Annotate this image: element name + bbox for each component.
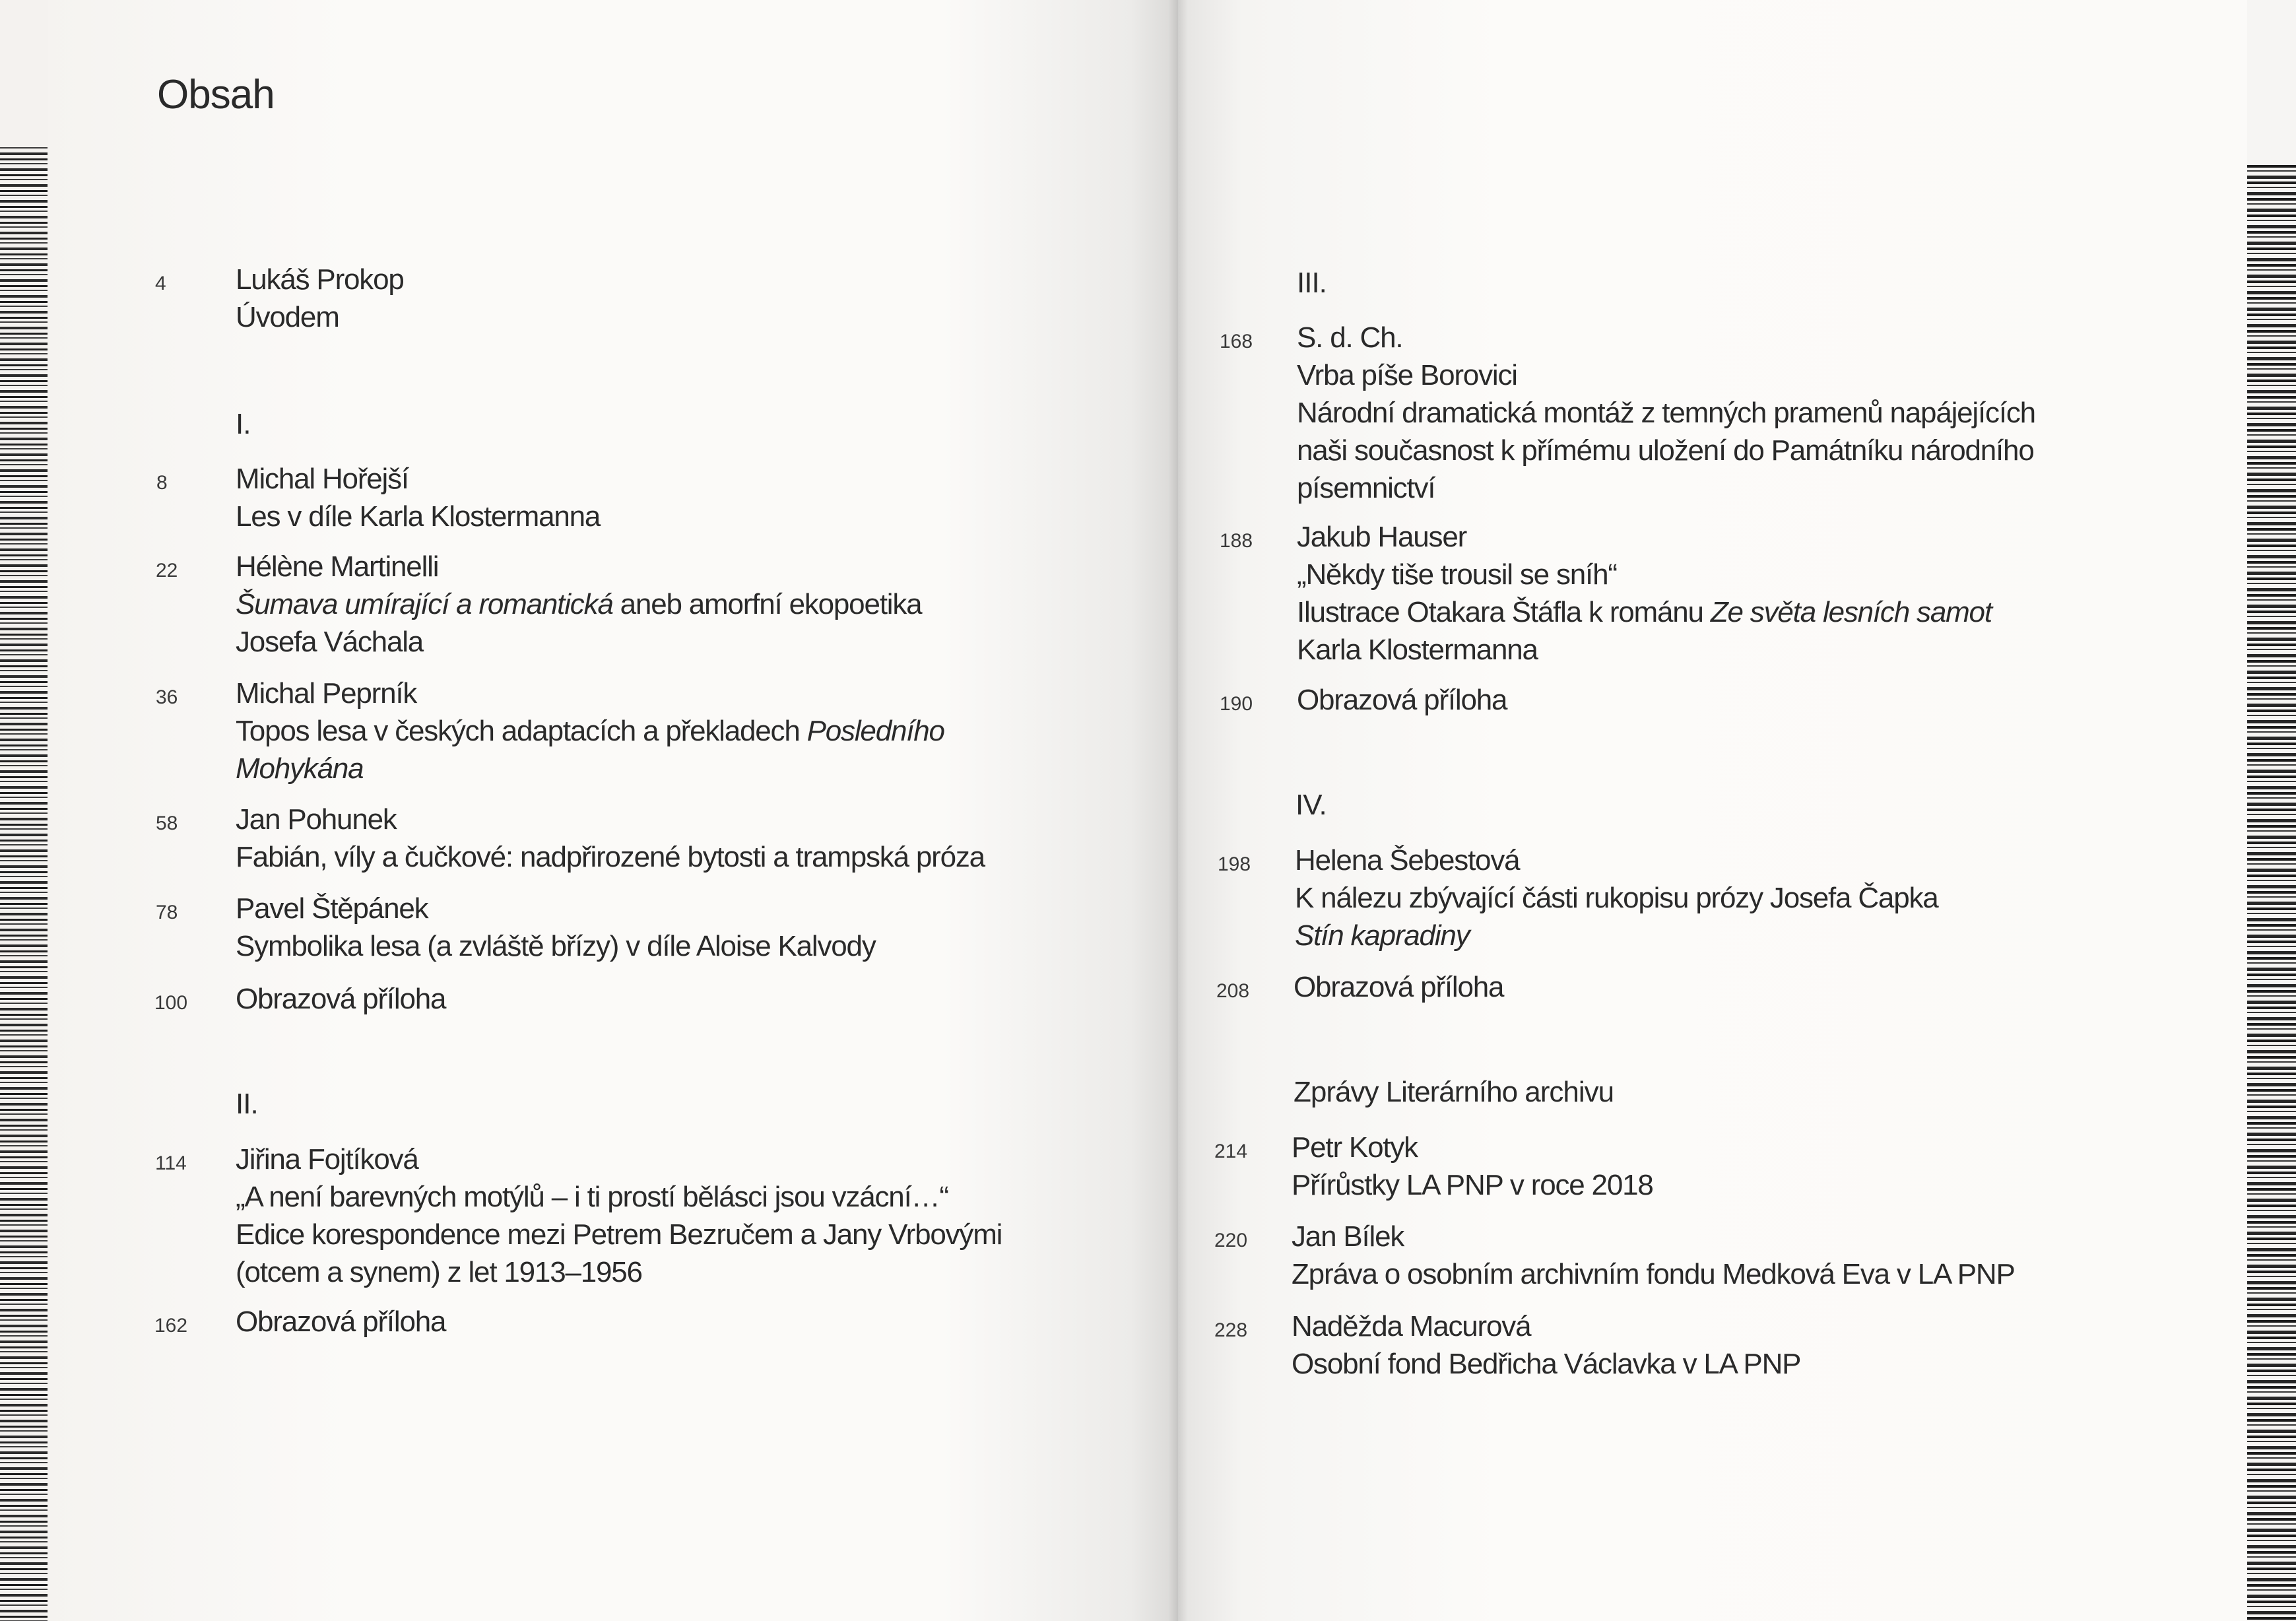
entry-line bbox=[236, 585, 921, 623]
entry-author: Naděžda Macurová bbox=[1292, 1310, 1531, 1342]
page-number: 114 bbox=[155, 1152, 187, 1174]
entry-author: Jan Pohunek bbox=[236, 803, 397, 836]
entry-line: Zpráva o osobním archivním fondu Medková Eva v LA PNP bbox=[1292, 1258, 2015, 1290]
entry-line: Josefa Váchala bbox=[236, 626, 424, 658]
book-gutter bbox=[1168, 0, 1188, 1621]
entry-italic-title: Posledního bbox=[806, 715, 944, 747]
entry-author: Jakub Hauser bbox=[1297, 521, 1467, 553]
entry-author: Petr Kotyk bbox=[1292, 1131, 1418, 1164]
entry-line bbox=[236, 750, 944, 787]
entry-italic-title: Stín kapradiny bbox=[1295, 919, 1470, 952]
entry-text: aneb amorfní ekopoetika bbox=[612, 588, 922, 620]
section-heading: Zprávy Literárního archivu bbox=[1294, 1076, 1614, 1108]
entry-line: (otcem a synem) z let 1913–1956 bbox=[236, 1256, 642, 1288]
entry-line: naši současnost k přímému uložení do Památníku národního bbox=[1297, 434, 2034, 467]
section-heading: II. bbox=[236, 1088, 258, 1120]
page-title: Obsah bbox=[157, 72, 275, 117]
entry-line: Edice korespondence mezi Petrem Bezručem a Jany Vrbovými bbox=[236, 1218, 1002, 1251]
entry-line bbox=[1295, 917, 1938, 954]
entry-line: Symbolika lesa (a zvláště břízy) v díle Aloise Kalvody bbox=[236, 930, 876, 962]
entry-author: Hélène Martinelli bbox=[236, 550, 439, 583]
left-page-edge bbox=[0, 0, 48, 1621]
entry-text: Ilustrace Otakara Štáfla k románu bbox=[1297, 596, 1711, 628]
entry-italic-title: Šumava umírající a romantická bbox=[236, 588, 613, 620]
page-number: 22 bbox=[156, 560, 178, 581]
entry-author: Obrazová příloha bbox=[236, 1306, 446, 1338]
page-number: 190 bbox=[1220, 693, 1253, 715]
entry-author: Helena Šebestová bbox=[1295, 844, 1520, 877]
page-number: 220 bbox=[1214, 1230, 1248, 1251]
page-number: 188 bbox=[1220, 530, 1253, 552]
entry-line: „A není barevných motýlů – i ti prostí bělásci jsou vzácní…“ bbox=[236, 1181, 948, 1213]
entry-line: Les v díle Karla Klostermanna bbox=[236, 500, 601, 533]
entry-author: Obrazová příloha bbox=[236, 983, 446, 1015]
entry-author: Michal Peprník bbox=[236, 677, 417, 710]
entry-line: Úvodem bbox=[236, 301, 339, 333]
section-heading: IV. bbox=[1296, 789, 1327, 821]
section-heading: I. bbox=[236, 408, 251, 440]
page-number: 168 bbox=[1220, 331, 1253, 352]
entry-text: Topos lesa v českých adaptacích a překladech bbox=[236, 715, 807, 747]
entry-author: Jiřina Fojtíková bbox=[236, 1143, 418, 1175]
entry-author: Obrazová příloha bbox=[1297, 684, 1507, 716]
entry-line: Osobní fond Bedřicha Václavka v LA PNP bbox=[1292, 1348, 1801, 1380]
page-number: 100 bbox=[154, 992, 188, 1014]
entry-line: písemnictví bbox=[1297, 472, 1435, 504]
entry-line: Fabián, víly a čučkové: nadpřirozené bytosti a trampská próza bbox=[236, 841, 985, 873]
right-page-edge bbox=[2247, 0, 2296, 1621]
page-number: 162 bbox=[154, 1315, 188, 1337]
entry-author: Jan Bílek bbox=[1292, 1220, 1404, 1253]
entry-line: Vrba píše Borovici bbox=[1297, 359, 1517, 391]
section-heading: III. bbox=[1297, 267, 1327, 299]
page-number: 208 bbox=[1216, 980, 1250, 1002]
page-number: 58 bbox=[156, 812, 178, 834]
entry-author: S. d. Ch. bbox=[1297, 321, 1403, 354]
entry-author: Pavel Štěpánek bbox=[236, 892, 428, 925]
entry-line: Přírůstky LA PNP v roce 2018 bbox=[1292, 1169, 1653, 1201]
left-page-edge-top bbox=[0, 0, 48, 145]
page-number: 214 bbox=[1214, 1141, 1248, 1162]
entry-line: K nálezu zbývající části rukopisu prózy Josefa Čapka bbox=[1295, 882, 1938, 914]
page-number: 78 bbox=[156, 902, 178, 923]
entry-italic-title: Ze světa lesních samot bbox=[1710, 596, 1992, 628]
entry-line bbox=[1297, 593, 1992, 631]
entry-line: „Někdy tiše trousil se sníh“ bbox=[1297, 558, 1617, 591]
entry-author: Michal Hořejší bbox=[236, 463, 409, 495]
page-number: 228 bbox=[1214, 1319, 1248, 1341]
page-number: 36 bbox=[156, 686, 178, 708]
page-number: 198 bbox=[1218, 853, 1251, 875]
entry-line: Národní dramatická montáž z temných pramenů napájejících bbox=[1297, 397, 2035, 429]
entry-author: Lukáš Prokop bbox=[236, 263, 404, 296]
entry-italic-title: Mohykána bbox=[236, 752, 364, 785]
entry-author: Obrazová příloha bbox=[1294, 971, 1504, 1003]
page-number: 8 bbox=[156, 472, 168, 494]
page-number: 4 bbox=[155, 273, 166, 294]
entry-line bbox=[236, 712, 944, 750]
right-page-edge-top bbox=[2247, 0, 2296, 165]
entry-line: Karla Klostermanna bbox=[1297, 634, 1538, 666]
